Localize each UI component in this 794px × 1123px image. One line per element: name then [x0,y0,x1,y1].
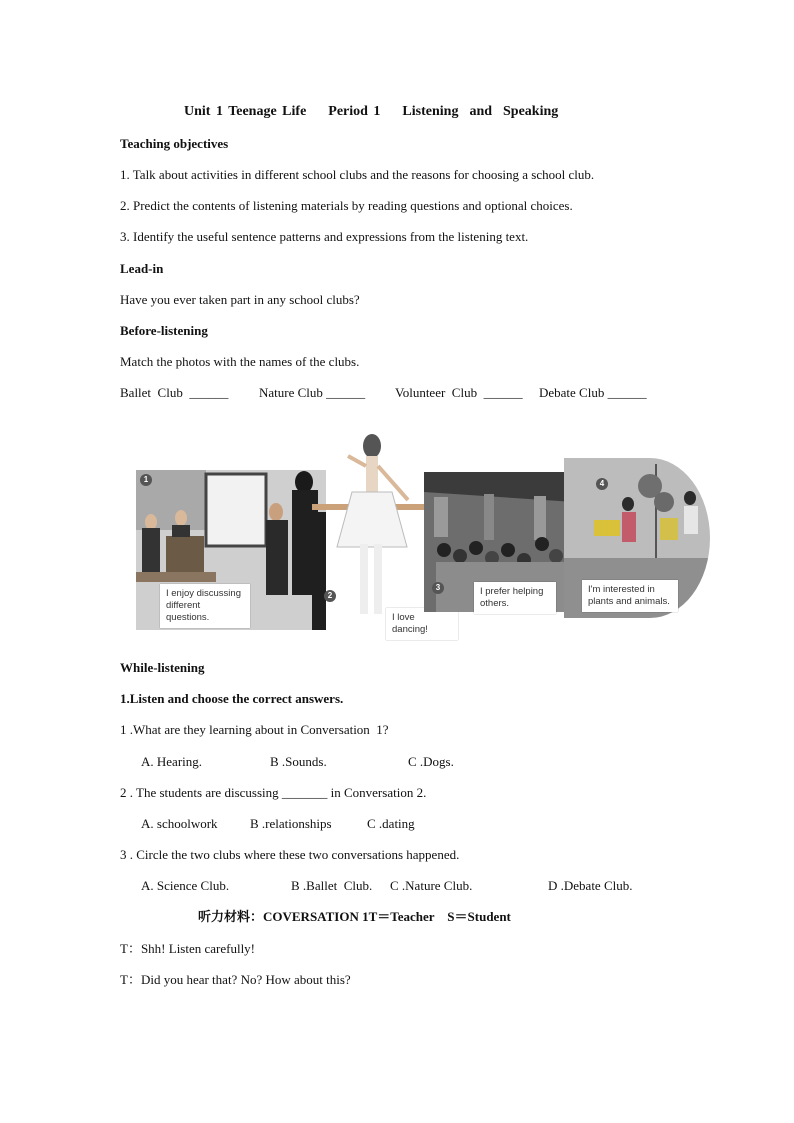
objectives-heading: Teaching objectives [120,136,229,151]
q3-option-b: B .Ballet Club. [291,878,373,893]
caption-ballet: I love dancing! [386,608,458,640]
page-title: Unit 1 Teenage Life Period 1 Listening and Speaking [184,104,559,119]
caption-nature: I'm interested in plants and animals. [582,580,678,612]
photo-number-2: 2 [324,590,336,602]
lead-in-heading: Lead-in [120,261,164,276]
transcript-line: T：Did you hear that? No? How about this? [120,972,351,987]
lead-in-question: Have you ever taken part in any school clubs? [120,292,360,307]
caption-debate: I enjoy discussing different questions. [160,584,250,628]
club-blank-ballet: Ballet Club ______ [120,385,229,400]
club-blank-volunteer: Volunteer Club ______ [395,385,523,400]
q1-option-b: B .Sounds. [270,754,327,769]
photo-number-1: 1 [140,474,152,486]
caption-volunteer: I prefer helping others. [474,582,556,614]
club-blank-nature: Nature Club ______ [259,385,366,400]
q1-option-a: A. Hearing. [141,754,203,769]
before-listening-heading: Before-listening [120,323,208,338]
q2-option-c: C .dating [367,816,415,831]
transcript-heading: 听力材料：COVERSATION 1T＝Teacher S＝Student [198,909,511,924]
photo-number-3: 3 [432,582,444,594]
question-3: 3 . Circle the two clubs where these two conversations happened. [120,847,460,862]
question-2: 2 . The students are discussing _______ in Conversation 2. [120,785,427,800]
q3-option-c: C .Nature Club. [390,878,473,893]
photo-number-4: 4 [596,478,608,490]
q1-option-c: C .Dogs. [408,754,454,769]
match-instruction: Match the photos with the names of the clubs. [120,354,360,369]
objective-item: 1. Talk about activities in different school clubs and the reasons for choosing a school club. [120,167,595,182]
while-listening-heading: While-listening [120,660,205,675]
listening-task: 1.Listen and choose the correct answers. [120,691,344,706]
transcript-line: T：Shh! Listen carefully! [120,941,256,956]
objective-item: 3. Identify the useful sentence patterns and expressions from the listening text. [120,229,529,244]
club-photos [136,432,710,635]
question-1: 1 .What are they learning about in Conversation 1? [120,722,389,737]
q2-option-b: B .relationships [250,816,332,831]
photo-ballet [312,432,424,630]
q2-option-a: A. schoolwork [141,816,218,831]
club-blank-debate: Debate Club ______ [539,385,647,400]
objective-item: 2. Predict the contents of listening materials by reading questions and optional choices. [120,198,573,213]
q3-option-d: D .Debate Club. [548,878,633,893]
q3-option-a: A. Science Club. [141,878,230,893]
